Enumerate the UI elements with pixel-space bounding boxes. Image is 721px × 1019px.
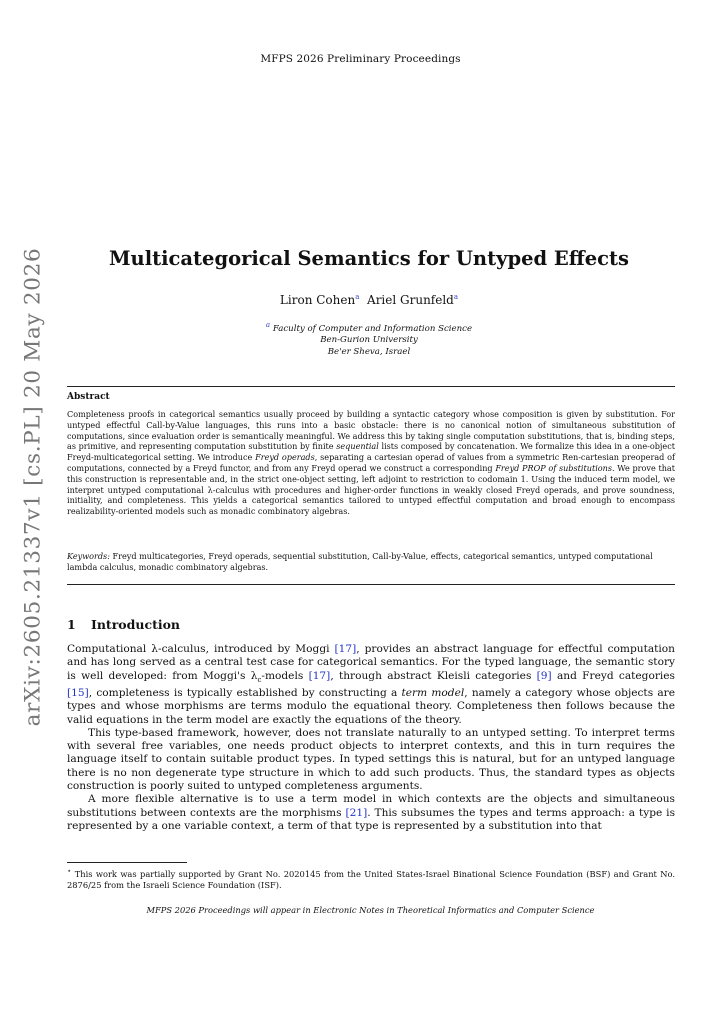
abstract-heading: Abstract [67,392,110,402]
author-name: Ariel Grunfeld [367,293,454,307]
citation-link[interactable]: [15] [67,687,89,699]
paper-title: Multicategorical Semantics for Untyped Effects [108,247,630,270]
affil-line: Be'er Sheva, Israel [327,346,411,357]
abstract-bottom-rule [67,584,675,585]
citation-link[interactable]: [17] [334,643,357,655]
abstract-text: Completeness proofs in categorical semantics usually proceed by building a syntactic category whose composition is given by substitution. For untyped effectful Call-by-Value languages, this runs into a basic obstacle: there is no canonical notion of simultaneous substitution of computations, since evaluation order is semantically meaningful. We address this by taking single computation substitutions, that is, binding steps, as primitive, and representing computation substitution by finite sequential lists composed by concatenation. We formalize this idea in a one-object Freyd-multicategorical setting. We introduce Freyd operads, separating a cartesian operad of values from a symmetric Ren-cartesian preoperad of computations, connected by a Freyd functor, and from any Freyd operad we construct a corresponding Freyd PROP of substitutions. We prove that this construction is representable and, in the strict one-object setting, left adjoint to restriction to codomain 1. Using the induced term model, we interpret untyped computational λ-calculus with procedures and higher-order functions in weakly closed Freyd operads, and prove soundness, initiality, and completeness. This yields a categorical semantics tailored to untyped effectful computation and broad enough to encompass realizability-oriented models such as monadic combinatory algebras. [67,409,675,517]
paragraph: Computational λ-calculus, introduced by Moggi [17], provides an abstract language for effectful computation and has long served as a central test case for categorical semantics. For the typed language, the semantic story is well developed: from Moggi's $\lambda_c$-models [17], through abstract Kleisli categories [9] and Freyd categories [15], completeness is typically established by constructing a term model, namely a category whose objects are types and whose morphisms are terms modulo the equational theory. Completeness then follows because the valid equations in the term model are exactly the equations of the theory. [67,643,675,726]
section-body [67,643,675,833]
affil-mark: a [265,321,271,329]
section-heading [67,617,180,632]
keywords [67,551,675,573]
affil-line: Faculty of Computer and Information Science [272,323,473,334]
keywords-label: Keywords: [67,551,110,561]
affil-line: Ben-Gurion University [320,335,418,346]
paragraph: A more flexible alternative is to use a term model in which contexts are the objects and simultaneous substitutions between contexts are the morphisms [21]. This subsumes the types and terms approach: a type is represented by a one variable context, a term of that type is represented by a substitution into that [67,793,676,832]
running-header: MFPS 2026 Preliminary Proceedings [260,53,461,65]
arxiv-stamp: arXiv:2605.21337v1 [cs.PL] 20 May 2026 [20,247,46,727]
citation-link[interactable]: [17] [308,669,331,682]
footnote-mark: ⋆ [67,867,72,875]
affiliation [0,320,721,358]
author-list [0,293,721,307]
footnote-text: This work was partially supported by Grant No. 2020145 from the United States-Israel Binational Science Foundation (BSF) and Grant No. 2876/25 from the Israeli Science Foundation (ISF). [67,868,675,890]
footnote-rule [67,862,187,863]
footnote [67,866,675,890]
author-affil-mark: a [453,293,459,301]
author-affil-mark: a [355,293,360,301]
page-footer: MFPS 2026 Proceedings will appear in Electronic Notes in Theoretical Informatics and Computer Science [146,905,595,915]
section-number: 1 [67,617,76,632]
section-title: Introduction [91,617,181,632]
citation-link[interactable]: [9] [536,669,552,682]
keywords-text: Freyd multicategories, Freyd operads, sequential substitution, Call-by-Value, effects, categorical semantics, untyped computational lambda calculus, monadic combinatory algebras. [67,551,653,572]
paragraph: This type-based framework, however, does not translate naturally to an untyped setting. To interpret terms with several free variables, one needs product objects to interpret contexts, and this in turn requires the language itself to contain suitable product types. In typed settings this is natural, but for an untyped language there is no non degenerate type structure in which to add such products. Thus, the standard types as objects construction is poorly suited to untyped completeness arguments. [67,726,675,793]
abstract-top-rule [67,386,675,387]
author-name: Liron Cohen [279,293,356,307]
citation-link[interactable]: [21] [345,806,368,819]
